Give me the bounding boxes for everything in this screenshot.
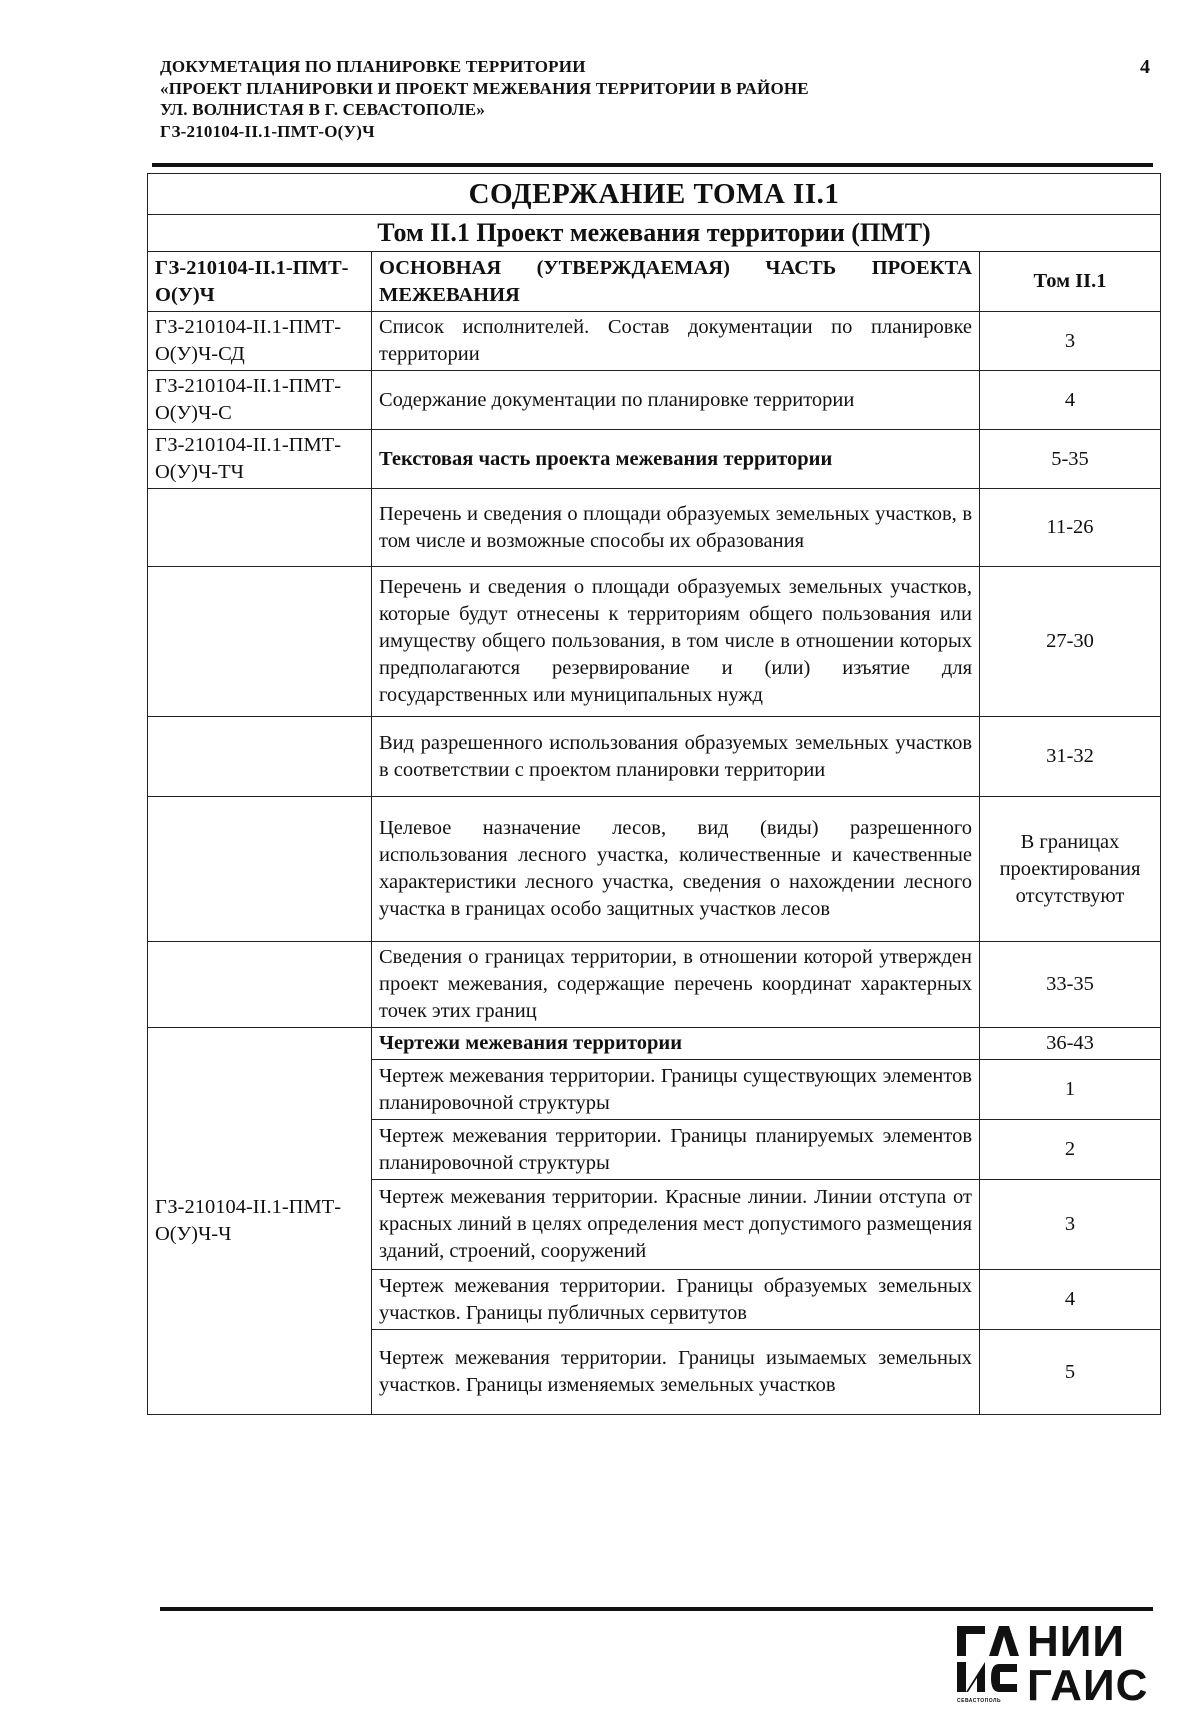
table-row (148, 717, 1161, 797)
header-line-3: УЛ. ВОЛНИСТАЯ В Г. СЕВАСТОПОЛЕ» (160, 100, 486, 119)
header-document-code: ГЗ-210104-II.1-ПМТ-О(У)Ч (160, 121, 375, 141)
row-code: ГЗ-210104-II.1-ПМТ-О(У)Ч-С (148, 371, 372, 430)
drawings-code: ГЗ-210104-II.1-ПМТ-О(У)Ч-Ч (148, 1028, 372, 1415)
row-page: 3 (980, 312, 1161, 371)
row-page: 27-30 (980, 567, 1161, 717)
drawing-description: Чертеж межевания территории. Границы планируемых элементов планировочной структуры (372, 1120, 980, 1180)
table-row (148, 371, 1161, 430)
row-page: 11-26 (980, 489, 1161, 567)
section-title: ОСНОВНАЯ (УТВЕРЖДАЕМАЯ) ЧАСТЬ ПРОЕКТА МЕЖЕВАНИЯ (372, 252, 980, 312)
row-description: Содержание документации по планировке территории (372, 371, 980, 430)
header-line-2: «ПРОЕКТ ПЛАНИРОВКИ И ПРОЕКТ МЕЖЕВАНИЯ ТЕРРИТОРИИ В РАЙОНЕ (160, 78, 809, 98)
logo-caption: СЕВАСТОПОЛЬ (957, 1698, 1002, 1704)
row-description: Список исполнителей. Состав документации по планировке территории (372, 312, 980, 371)
row-description: Перечень и сведения о площади образуемых земельных участков, в том числе и возможные способы их образования (372, 489, 980, 567)
row-code (148, 489, 372, 567)
table-row (148, 942, 1161, 1028)
row-description: Перечень и сведения о площади образуемых земельных участков, которые будут отнесены к территориям общего пользования или имуществу общего пользования, в том числе в отношении которых предполагаются резервирование и (или) изъятие для государственных или муниципальных нужд (372, 567, 980, 717)
drawings-title: Чертежи межевания территории (372, 1028, 980, 1060)
row-code (148, 567, 372, 717)
row-code (148, 797, 372, 942)
contents-table (147, 173, 1161, 1415)
row-page: 33-35 (980, 942, 1161, 1028)
volume-subtitle: Том II.1 Проект межевания территории (ПМТ) (148, 215, 1161, 252)
drawings-pages: 36-43 (980, 1028, 1161, 1060)
section-head-row (148, 252, 1161, 312)
drawing-number: 3 (980, 1180, 1161, 1270)
row-code (148, 942, 372, 1028)
page-number: 4 (1140, 56, 1150, 78)
drawing-description: Чертеж межевания территории. Границы изымаемых земельных участков. Границы изменяемых земельных участков (372, 1330, 980, 1415)
row-code: ГЗ-210104-II.1-ПМТ-О(У)Ч-ТЧ (148, 430, 372, 489)
table-row (148, 312, 1161, 371)
niigais-logo (955, 1618, 1150, 1712)
footer-divider (160, 1607, 1153, 1611)
drawing-number: 2 (980, 1120, 1161, 1180)
drawing-number: 4 (980, 1270, 1161, 1330)
table-row (148, 430, 1161, 489)
table-subtitle-row (148, 215, 1161, 252)
section-code: ГЗ-210104-II.1-ПМТ-О(У)Ч (148, 252, 372, 312)
table-row (148, 489, 1161, 567)
header-divider (152, 163, 1153, 167)
drawing-description: Чертеж межевания территории. Границы образуемых земельных участков. Границы публичных сервитутов (372, 1270, 980, 1330)
row-description: Целевое назначение лесов, вид (виды) разрешенного использования лесного участка, количественные и качественные характеристики лесного участка, сведения о нахождении лесного участка в границах особо защитных участков лесов (372, 797, 980, 942)
logo-line-1: НИИ (1027, 1617, 1126, 1666)
drawing-number: 5 (980, 1330, 1161, 1415)
row-code (148, 717, 372, 797)
row-page: 5-35 (980, 430, 1161, 489)
table-row (148, 567, 1161, 717)
row-page: В границах проектирования отсутствуют (980, 797, 1161, 942)
row-page: 4 (980, 371, 1161, 430)
drawings-head-row (148, 1028, 1161, 1060)
logo-text (1027, 1617, 1149, 1710)
row-code: ГЗ-210104-II.1-ПМТ-О(У)Ч-СД (148, 312, 372, 371)
row-description: Сведения о границах территории, в отношении которой утвержден проект межевания, содержащие перечень координат характерных точек этих границ (372, 942, 980, 1028)
drawing-number: 1 (980, 1060, 1161, 1120)
contents-title: СОДЕРЖАНИЕ ТОМА II.1 (148, 174, 1161, 215)
drawing-description: Чертеж межевания территории. Границы существующих элементов планировочной структуры (372, 1060, 980, 1120)
table-row (148, 797, 1161, 942)
table-title-row (148, 174, 1161, 215)
logo-line-2: ГАИС (1027, 1661, 1149, 1710)
drawing-description: Чертеж межевания территории. Красные линии. Линии отступа от красных линий в целях определения мест допустимого размещения зданий, строений, сооружений (372, 1180, 980, 1270)
row-page: 31-32 (980, 717, 1161, 797)
header-line-1: ДОКУМЕТАЦИЯ ПО ПЛАНИРОВКЕ ТЕРРИТОРИИ (160, 57, 586, 76)
section-volume: Том II.1 (980, 252, 1161, 312)
logo-mark-icon (955, 1618, 1023, 1698)
row-description: Текстовая часть проекта межевания территории (372, 430, 980, 489)
row-description: Вид разрешенного использования образуемых земельных участков в соответствии с проектом планировки территории (372, 717, 980, 797)
document-header (160, 56, 1140, 142)
